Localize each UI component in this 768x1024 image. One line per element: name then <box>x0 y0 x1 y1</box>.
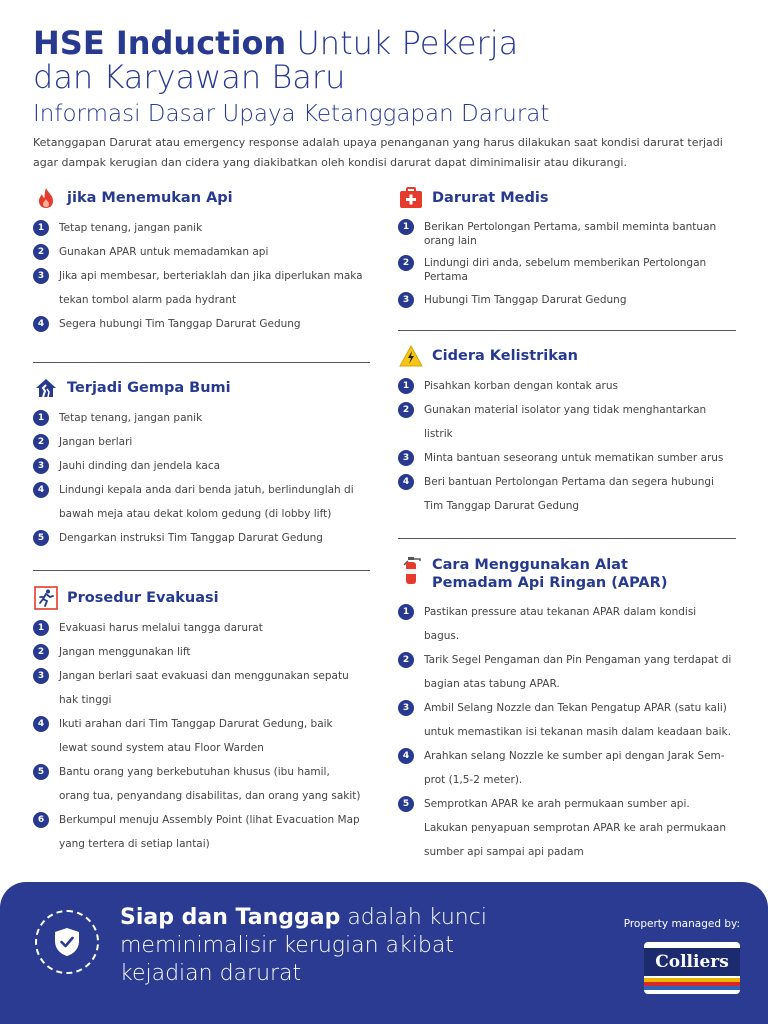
list-item: 4 Beri bantuan Pertolongan Pertama dan segera hubungi Tim Tanggap Darurat Gedung <box>398 470 733 518</box>
section-title: Darurat Medis <box>432 190 549 206</box>
list-item: 3 Jauhi dinding dan jendela kaca <box>33 454 363 478</box>
list-item: 4 Segera hubungi Tim Tanggap Darurat Gedung <box>33 312 363 336</box>
first-aid-kit-icon <box>398 185 424 211</box>
footer-tagline: Siap dan Tanggap adalah kunci meminimalisir kerugian akibat kejadian darurat <box>120 905 487 986</box>
evacuation-steps <box>33 616 363 856</box>
fire-icon <box>33 185 59 211</box>
list-item: 4 Lindungi kepala anda dari benda jatuh, berlindunglah di bawah meja atau dekat kolom gedung (di lobby lift) <box>33 478 363 526</box>
list-item: 2 Gunakan material isolator yang tidak menghantarkan listrik <box>398 398 733 446</box>
list-item: 3 Hubungi Tim Tanggap Darurat Gedung <box>398 288 733 312</box>
list-item: 1 Berikan Pertolongan Pertama, sambil meminta bantuan orang lain <box>398 216 733 252</box>
list-item: 2 Jangan menggunakan lift <box>33 640 363 664</box>
shield-check-icon <box>35 910 99 974</box>
list-item: 3 Jangan berlari saat evakuasi dan menggunakan sepatu hak tinggi <box>33 664 363 712</box>
section-medical <box>398 184 733 312</box>
divider <box>33 570 370 571</box>
list-item: 5 Dengarkan instruksi Tim Tanggap Darurat Gedung <box>33 526 363 550</box>
list-item: 3 Ambil Selang Nozzle dan Tekan Pengatup APAR (satu kali) untuk memastikan isi tekanan masih dalam keadaan baik. <box>398 696 733 744</box>
list-item: 2 Jangan berlari <box>33 430 363 454</box>
list-item: 1 Tetap tenang, jangan panik <box>33 216 363 240</box>
section-evacuation <box>33 584 363 856</box>
medical-steps <box>398 216 733 312</box>
list-item: 1 Pastikan pressure atau tekanan APAR dalam kondisi bagus. <box>398 600 733 648</box>
title-bold: HSE Induction <box>33 24 287 62</box>
managed-by-label: Property managed by: <box>623 918 740 930</box>
list-item: 4 Ikuti arahan dari Tim Tanggap Darurat Gedung, baik lewat sound system atau Floor Warden <box>33 712 363 760</box>
list-item: 3 Minta bantuan seseorang untuk mematikan sumber arus <box>398 446 733 470</box>
electrical-steps <box>398 374 733 518</box>
divider <box>398 538 736 539</box>
list-item: 1 Tetap tenang, jangan panik <box>33 406 363 430</box>
section-earthquake <box>33 374 363 550</box>
earthquake-house-icon <box>33 375 59 401</box>
list-item: 2 Tarik Segel Pengaman dan Pin Pengaman yang terdapat di bagian atas tabung APAR. <box>398 648 733 696</box>
list-item: 3 Jika api membesar, berteriaklah dan jika diperlukan maka tekan tombol alarm pada hydrant <box>33 264 363 312</box>
list-item: 5 Semprotkan APAR ke arah permukaan sumber api. Lakukan penyapuan semprotan APAR ke arah permukaan sumber api sampai api padam <box>398 792 733 864</box>
section-title: Cidera Kelistrikan <box>432 348 578 364</box>
section-electrical <box>398 342 733 518</box>
fire-steps <box>33 216 363 336</box>
list-item: 6 Berkumpul menuju Assembly Point (lihat Evacuation Map yang tertera di setiap lantai) <box>33 808 363 856</box>
list-item: 2 Gunakan APAR untuk memadamkan api <box>33 240 363 264</box>
divider <box>33 362 370 363</box>
section-apar <box>398 556 733 864</box>
colliers-logo: Colliers <box>644 942 740 994</box>
electric-warning-icon <box>398 343 424 369</box>
earthquake-steps <box>33 406 363 550</box>
section-title: Terjadi Gempa Bumi <box>67 380 231 396</box>
running-exit-icon <box>33 585 59 611</box>
list-item: 1 Pisahkan korban dengan kontak arus <box>398 374 733 398</box>
intro-paragraph: Ketanggapan Darurat atau emergency response adalah upaya penanganan yang harus dilakukan saat kondisi darurat terjadi agar dampak kerugian dan cidera yang diakibatkan oleh kondisi darurat dapat diminimalisir atau dikurangi. <box>33 136 723 169</box>
page-title <box>33 26 753 94</box>
section-fire <box>33 184 363 336</box>
page-subtitle: Informasi Dasar Upaya Ketanggapan Darurat <box>33 101 550 127</box>
divider <box>398 330 736 331</box>
title-rest: Untuk Pekerja <box>286 24 519 62</box>
fire-extinguisher-icon <box>398 558 424 584</box>
section-title: Cara Menggunakan Alat Pemadam Api Ringan (APAR) <box>432 557 668 591</box>
footer-banner <box>0 882 768 1024</box>
section-title: Prosedur Evakuasi <box>67 590 219 606</box>
title-line-2: dan Karyawan Baru <box>33 58 346 96</box>
section-title: jika Menemukan Api <box>67 190 233 206</box>
list-item: 5 Bantu orang yang berkebutuhan khusus (ibu hamil, orang tua, penyandang disabilitas, dan orang yang sakit) <box>33 760 363 808</box>
list-item: 4 Arahkan selang Nozzle ke sumber api dengan Jarak Sem-prot (1,5-2 meter). <box>398 744 733 792</box>
list-item: 2 Lindungi diri anda, sebelum memberikan Pertolongan Pertama <box>398 252 733 288</box>
apar-steps <box>398 600 733 864</box>
list-item: 1 Evakuasi harus melalui tangga darurat <box>33 616 363 640</box>
